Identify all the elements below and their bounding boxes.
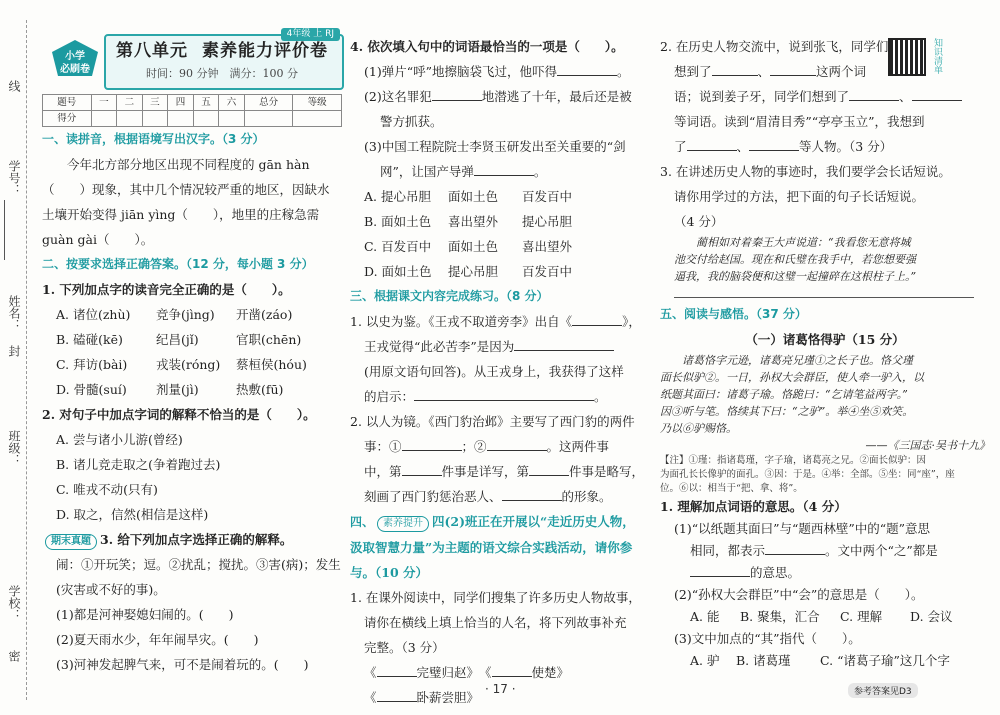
section-5-title: 五、阅读与感悟。（37 分）: [660, 307, 807, 321]
knowledge-list-label: 知识清单: [932, 38, 942, 74]
s3-q2-line1: 2. 以人为镜。《西门豹治邺》主要写了西门豹的两件: [350, 414, 635, 429]
q1-options: [42, 302, 342, 402]
score-cell: 总分: [244, 95, 293, 111]
s4-q1-line3: 完整。（3 分）: [364, 640, 445, 655]
reading-q1-1-line3[interactable]: 的意思。: [660, 562, 990, 584]
q1-option-d[interactable]: D. 骨髓(suí) 剂量(jì) 热敷(fū): [56, 382, 284, 397]
s3-q1-line2[interactable]: 王戎觉得“此必苦李”是因为: [350, 334, 650, 359]
grade-tag: 4年级 上 RJ: [281, 28, 340, 41]
score-cell[interactable]: [91, 111, 117, 127]
pinyin-line-4[interactable]: guàn gài（ ）。: [42, 232, 154, 247]
q1-option-b[interactable]: B. 磕碰(kē) 纪昌(jǐ) 官职(chēn): [56, 332, 302, 347]
reading-q1-2: (2)“孙权大会群臣”中“会”的意思是（ ）。: [674, 587, 924, 602]
page-number: · 17 ·: [485, 682, 516, 696]
s4-q2-line5[interactable]: 了 、 等人物。（3 分）: [660, 134, 990, 159]
qr-code-icon[interactable]: [888, 38, 926, 76]
s4-q3-passage: 蔺相如对着秦王大声说道：“我看您无意将城 池交付给赵国。现在和氏璧在我手中，若您想要强 逼我，我的脑袋便和这璧一起撞碎在这根柱子上。”: [674, 236, 917, 283]
q4-option-c[interactable]: C. 百发百中 面如土色 喜出望外: [364, 239, 573, 254]
exam-tag: 期末真题: [45, 534, 97, 550]
reading-q1: 1. 理解加点词语的意思。（4 分）: [660, 499, 847, 514]
s4-q1-blanks-2[interactable]: 《 卧薪尝胆》: [350, 685, 650, 710]
brand-logo-icon: [48, 32, 102, 82]
q4-sentence-3-cont[interactable]: 网”，让国产导弹 。: [350, 159, 650, 184]
s4-q3-answer-line[interactable]: [674, 285, 974, 298]
score-cell[interactable]: [219, 111, 245, 127]
title-box: [104, 34, 344, 90]
s4-q1-line1: 1. 在课外阅读中，同学们搜集了许多历史人物故事，: [350, 590, 641, 605]
s3-q1-line3: (用原文语句回答)。从王戎身上，我获得了这样: [364, 364, 624, 379]
s3-q2-line2[interactable]: 事：① ；② 。这两件事: [350, 434, 650, 459]
q3-item-1[interactable]: (1)都是河神娶媳妇闹的。( ): [56, 607, 234, 622]
passage-source: ——《三国志·吴书十九》: [865, 439, 990, 452]
s4-q3-line1: 3. 在讲述历史人物的事迹时，我们要学会长话短说。: [660, 164, 951, 179]
column-2: [350, 34, 650, 710]
reading-q1-3: (3)文中加点的“其”指代（ ）。: [674, 631, 861, 646]
s3-q2-line4[interactable]: 刻画了西门豹惩治恶人、 的形象。: [350, 484, 650, 509]
binding-feng: 封: [7, 345, 21, 357]
score-table-header-row: [43, 95, 342, 111]
reading-q1-3-options[interactable]: A. 驴 B. 诸葛瑾 C. “诸葛子瑜”这几个字: [690, 653, 950, 668]
q3-definition-1: 闹：①开玩笑；逗。②扰乱；搅扰。③害(病)；发生: [56, 557, 341, 572]
q4-sentence-2-cont: 警方抓获。: [380, 114, 443, 129]
s4-q3-line2: 请你用学过的方法，把下面的句子长话短说。: [674, 189, 925, 204]
time-score-info: 时间：90 分钟 满分：100 分: [146, 67, 298, 80]
score-cell[interactable]: [193, 111, 219, 127]
s4-q3-line3: （4 分）: [674, 214, 724, 229]
reading-passage: 诸葛恪字元逊，诸葛亮兄瑾①之长子也。恪父瑾 面长似驴②。一日，孙权大会群臣，使人牵一驴入，以 纸题其面曰：诸葛子瑜。恪跪曰：“乞请笔益两字。” 因③听与笔。恪续其下曰：“之驴”。举④坐⑤欢笑。 乃以⑥驴赐恪。 ——《三国志·吴书十九》: [660, 354, 990, 452]
reading-q1-1-line2[interactable]: 相同，都表示 。文中两个“之”都是: [660, 540, 990, 562]
q3-definition-2: (灾害或不好的事)。: [56, 582, 166, 597]
score-cell: 六: [219, 95, 245, 111]
score-cell[interactable]: [117, 111, 143, 127]
student-id-label: 学号：: [7, 160, 21, 196]
answer-reference: 参考答案见D3: [848, 683, 918, 698]
binding-xian: 线: [7, 80, 21, 92]
score-cell: 五: [193, 95, 219, 111]
s3-q1-line1[interactable]: 1. 以史为鉴。《王戎不取道旁李》出自《 》，: [350, 309, 650, 334]
s4-q1-blanks-1[interactable]: 《 完璧归赵》 《 使楚》: [350, 660, 650, 685]
exam-header: [42, 28, 342, 90]
passage-notes: 【注】①瑾：指诸葛瑾，字子瑜，诸葛亮之兄。②面长似驴：因 为面孔长长像驴的面孔。③因：于是。④举：全部。⑤坐：同“座”，座 位。⑥以：相当于“把、拿、将”。: [660, 455, 955, 494]
q2-option-c[interactable]: C. 唯戎不动(只有): [56, 482, 158, 497]
q4-sentence-1[interactable]: (1)弹片“呼”地擦脑袋飞过，他吓得 。: [350, 59, 650, 84]
score-cell: 一: [91, 95, 117, 111]
section-1-title: 一、读拼音，根据语境写出汉字。（3 分）: [42, 132, 265, 146]
question-2-2: 2. 对句子中加点字词的解释不恰当的是（ ）。: [42, 407, 316, 422]
section-3-title: 三、根据课文内容完成练习。（8 分）: [350, 289, 549, 303]
score-table: [42, 94, 342, 127]
q4-sentence-2[interactable]: (2)这名罪犯 地潜逃了十年，最后还是被: [350, 84, 650, 109]
reading-q1-2-options[interactable]: A. 能 B. 聚集，汇合 C. 理解 D. 会议: [690, 609, 953, 624]
s4-q2-line1: 2. 在历史人物交流中，说到张飞，同学们: [660, 39, 889, 54]
score-cell: 题号: [43, 95, 92, 111]
score-cell[interactable]: [168, 111, 194, 127]
binding-strip: [0, 0, 42, 715]
s4-q1-line2: 请你在横线上填上恰当的人名，将下列故事补充: [364, 615, 627, 630]
score-cell: 等级: [293, 95, 342, 111]
q2-option-a[interactable]: A. 尝与诸小儿游(曾经): [56, 432, 183, 447]
score-cell[interactable]: [244, 111, 293, 127]
literacy-badge: 素养提升: [377, 516, 429, 532]
score-cell[interactable]: [142, 111, 168, 127]
section-2-title: 二、按要求选择正确答案。（12 分，每小题 3 分）: [42, 257, 314, 271]
pinyin-line-3[interactable]: 土壤开始变得 jiān yìng（ ），地里的庄稼急需: [42, 207, 320, 222]
class-label: 班级：: [7, 430, 21, 466]
s3-q2-line3[interactable]: 中，第 件事是详写，第 件事是略写，: [350, 459, 650, 484]
section-4-title-end: 与。（10 分）: [350, 565, 428, 580]
column-3: [660, 34, 990, 672]
q3-item-2[interactable]: (2)夏天雨水少，年年闹旱灾。( ): [56, 632, 259, 647]
question-2-3: 期末真题 3. 给下列加点字选择正确的解释。: [42, 527, 342, 552]
q3-item-3[interactable]: (3)河神发起脾气来，可不是闹着玩的。( ): [56, 657, 309, 672]
score-table-score-row: [43, 111, 342, 127]
q4-option-b[interactable]: B. 面如土色 喜出望外 提心吊胆: [364, 214, 573, 229]
q4-option-d[interactable]: D. 面如土色 提心吊胆 百发百中: [364, 264, 573, 279]
s4-q2-line3[interactable]: 语；说到姜子牙，同学们想到了 、: [660, 84, 990, 109]
binding-mi: 密: [7, 650, 21, 662]
s4-q2-line2[interactable]: 想到了 、 这两个词: [660, 59, 990, 84]
q2-option-b[interactable]: B. 诸儿竞走取之(争着跑过去): [56, 457, 221, 472]
question-2-1: 1. 下列加点字的读音完全正确的是（ ）。: [42, 282, 291, 297]
q1-option-a[interactable]: A. 诸位(zhù) 竞争(jìng) 开凿(záo): [56, 307, 293, 322]
q1-option-c[interactable]: C. 拜访(bài) 戎装(róng) 蔡桓侯(hóu): [56, 357, 307, 372]
reading-q1-1-line1: (1)“以纸题其面曰”与“题西林壁”中的“题”意思: [674, 521, 931, 536]
score-cell: 三: [142, 95, 168, 111]
passage-title: （一）诸葛恪得驴（15 分）: [745, 332, 905, 347]
section-4-title: 四、 素养提升 四(2)班正在开展以“走近历史人物，: [350, 509, 650, 535]
q2-option-d[interactable]: D. 取之，信然(相信是这样): [56, 507, 209, 522]
score-cell: 得分: [43, 111, 92, 127]
column-1: [42, 28, 342, 677]
svg-text:必刷卷: 必刷卷: [60, 64, 90, 75]
s4-q2-line4: 等词语。读到“眉清目秀”“亭亭玉立”，我想到: [674, 114, 925, 129]
section-4-title-cont: 汲取智慧力量”为主题的语文综合实践活动，请你参: [350, 540, 633, 555]
school-label: 学校：: [7, 585, 21, 621]
score-cell: 二: [117, 95, 143, 111]
s3-q1-line4[interactable]: 的启示： 。: [350, 384, 650, 409]
cut-line: [26, 20, 27, 700]
pinyin-line-1: 今年北方部分地区出现不同程度的 gān hàn: [67, 157, 310, 172]
pinyin-line-2[interactable]: （ ）现象，其中几个情况较严重的地区，因缺水: [42, 182, 330, 197]
score-cell[interactable]: [293, 111, 342, 127]
svg-text:小学: 小学: [65, 51, 85, 62]
page-title: 第八单元 素养能力评价卷: [116, 41, 328, 61]
q4-sentence-3: (3)中国工程院院士李贤玉研发出至关重要的“剑: [364, 139, 626, 154]
student-name-label: 姓名：: [7, 295, 21, 331]
score-cell: 四: [168, 95, 194, 111]
question-2-4: 4. 依次填入句中的词语最恰当的一项是（ ）。: [350, 39, 624, 54]
q4-option-a[interactable]: A. 提心吊胆 面如土色 百发百中: [364, 189, 573, 204]
